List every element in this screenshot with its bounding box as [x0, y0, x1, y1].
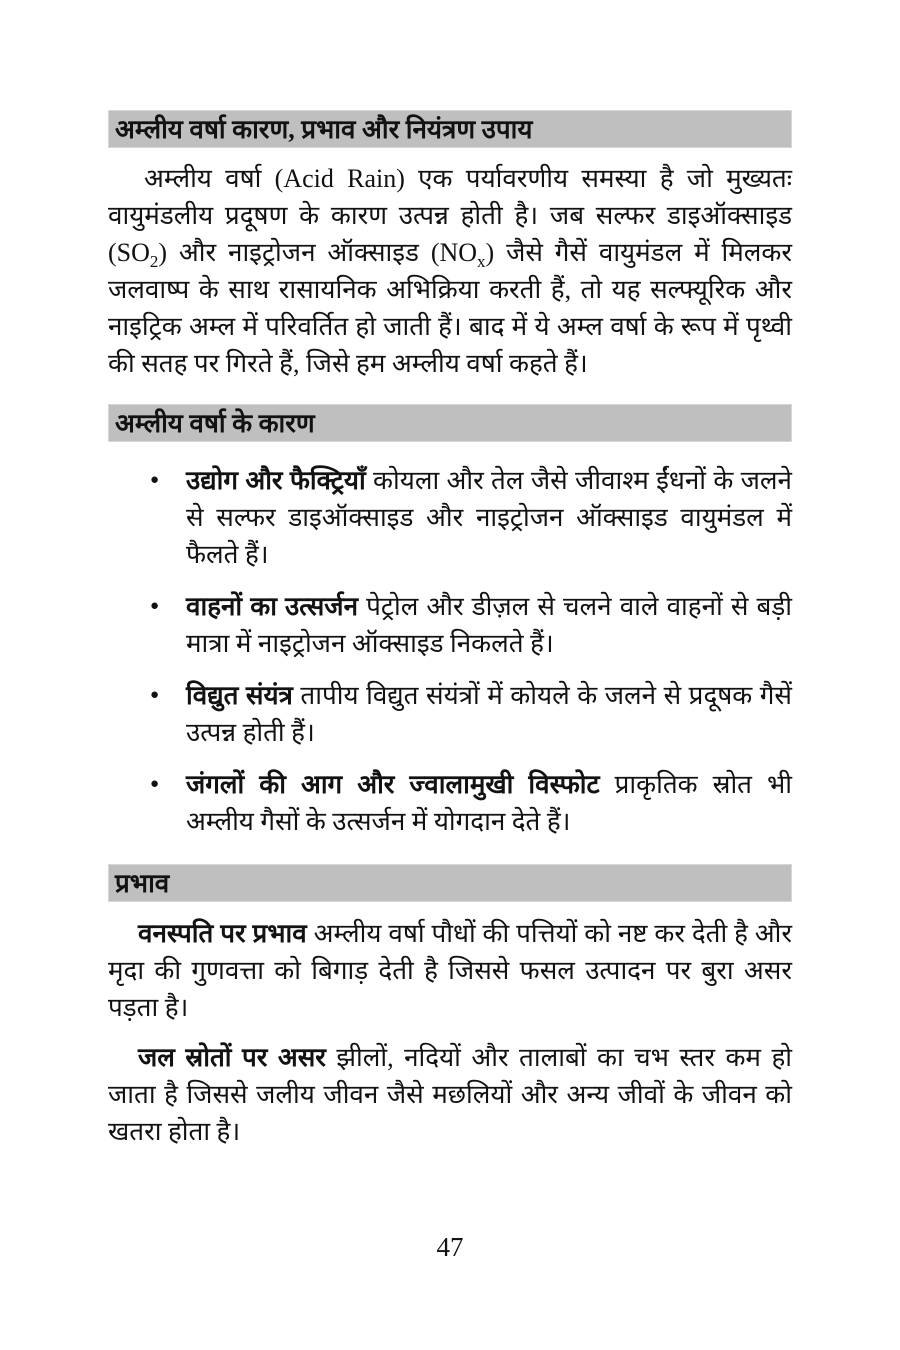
- intro-text-2: एक पर्यावरणीय समस्या है जो मुख्यतः वायुमंडलीय प्रदूषण के कारण उत्पन्न होती है। जब सल्फर डाइऑक्साइड: [108, 164, 792, 230]
- cause-title: वाहनों का उत्सर्जन: [186, 592, 359, 621]
- section-heading-causes: अम्लीय वर्षा के कारण: [108, 404, 792, 442]
- list-item: [108, 766, 792, 840]
- section-heading-main: अम्लीय वर्षा कारण, प्रभाव और नियंत्रण उपाय: [108, 110, 792, 148]
- cause-text: कोयला और तेल जैसे जीवाश्म ईंधनों के जलने से सल्फर डाइऑक्साइड और नाइट्रोजन ऑक्साइड वायुमंडल में फैलते हैं।: [186, 466, 792, 569]
- section-heading-effects: प्रभाव: [108, 864, 792, 902]
- intro-text-3: और नाइट्रोजन ऑक्साइड: [167, 238, 431, 267]
- nox-formula: $(NO_x)$: [430, 238, 495, 272]
- list-item: [108, 677, 792, 751]
- intro-text-4: जैसे गैसें वायुमंडल में मिलकर जलवाष्प के साथ रासायनिक अभिक्रिया करती हैं, तो यह सल्फ्यूरिक और नाइट्रिक अम्ल में परिवर्तित हो जाती हैं। बाद में ये अम्ल वर्षा के रूप में पृथ्वी की सतह पर गिरते हैं, जिसे हम अम्लीय वर्षा कहते हैं।: [108, 238, 792, 378]
- bullet-icon: ●: [150, 598, 160, 614]
- so2-subscript: 2: [149, 252, 159, 272]
- effect-paragraph-vegetation: [108, 915, 792, 1026]
- cause-text: प्राकृतिक स्रोत भी अम्लीय गैसों के उत्सर्जन में योगदान देते हैं।: [186, 770, 793, 836]
- bullet-icon: ●: [150, 776, 160, 792]
- bullet-icon: ●: [150, 687, 160, 703]
- effect-text: झीलों, नदियों और तालाबों का चभ स्तर कम हो जाता है जिससे जलीय जीवन जैसे मछलियों और अन्य जीवों के जीवन को खतरा होता है।: [108, 1043, 792, 1146]
- causes-list: [108, 462, 792, 840]
- effect-title: जल स्रोतों पर असर: [138, 1043, 326, 1072]
- list-item: [108, 588, 792, 662]
- cause-title: जंगलों की आग और ज्वालामुखी विस्फोट: [186, 770, 600, 799]
- effect-text: अम्लीय वर्षा पौधों की पत्तियों को नष्ट कर देती है और मृदा की गुणवत्ता को बिगाड़ देती है जिससे फसल उत्पादन पर बुरा असर पड़ता है।: [108, 919, 792, 1022]
- cause-title: विद्युत संयंत्र: [186, 681, 293, 710]
- page-number: 47: [436, 1232, 464, 1262]
- cause-text: तापीय विद्युत संयंत्रों में कोयले के जलने से प्रदूषक गैसें उत्पन्न होती हैं।: [186, 681, 792, 747]
- bullet-icon: ●: [150, 472, 160, 488]
- list-item: [108, 462, 792, 573]
- intro-paragraph: [108, 160, 792, 382]
- cause-text: पेट्रोल और डीज़ल से चलने वाले वाहनों से बड़ी मात्रा में नाइट्रोजन ऑक्साइड निकलते हैं।: [186, 592, 792, 658]
- intro-latin-acid-rain: (Acid Rain): [274, 164, 405, 193]
- cause-title: उद्योग और फैक्ट्रियाँ: [186, 466, 366, 495]
- effect-title: वनस्पति पर प्रभाव: [138, 919, 307, 948]
- nox-subscript: x: [477, 252, 486, 272]
- so2-formula: $(SO_2)$: [108, 238, 168, 272]
- intro-text-1: अम्लीय वर्षा: [144, 164, 275, 193]
- effect-paragraph-water: [108, 1039, 792, 1150]
- page-content: [108, 110, 792, 1150]
